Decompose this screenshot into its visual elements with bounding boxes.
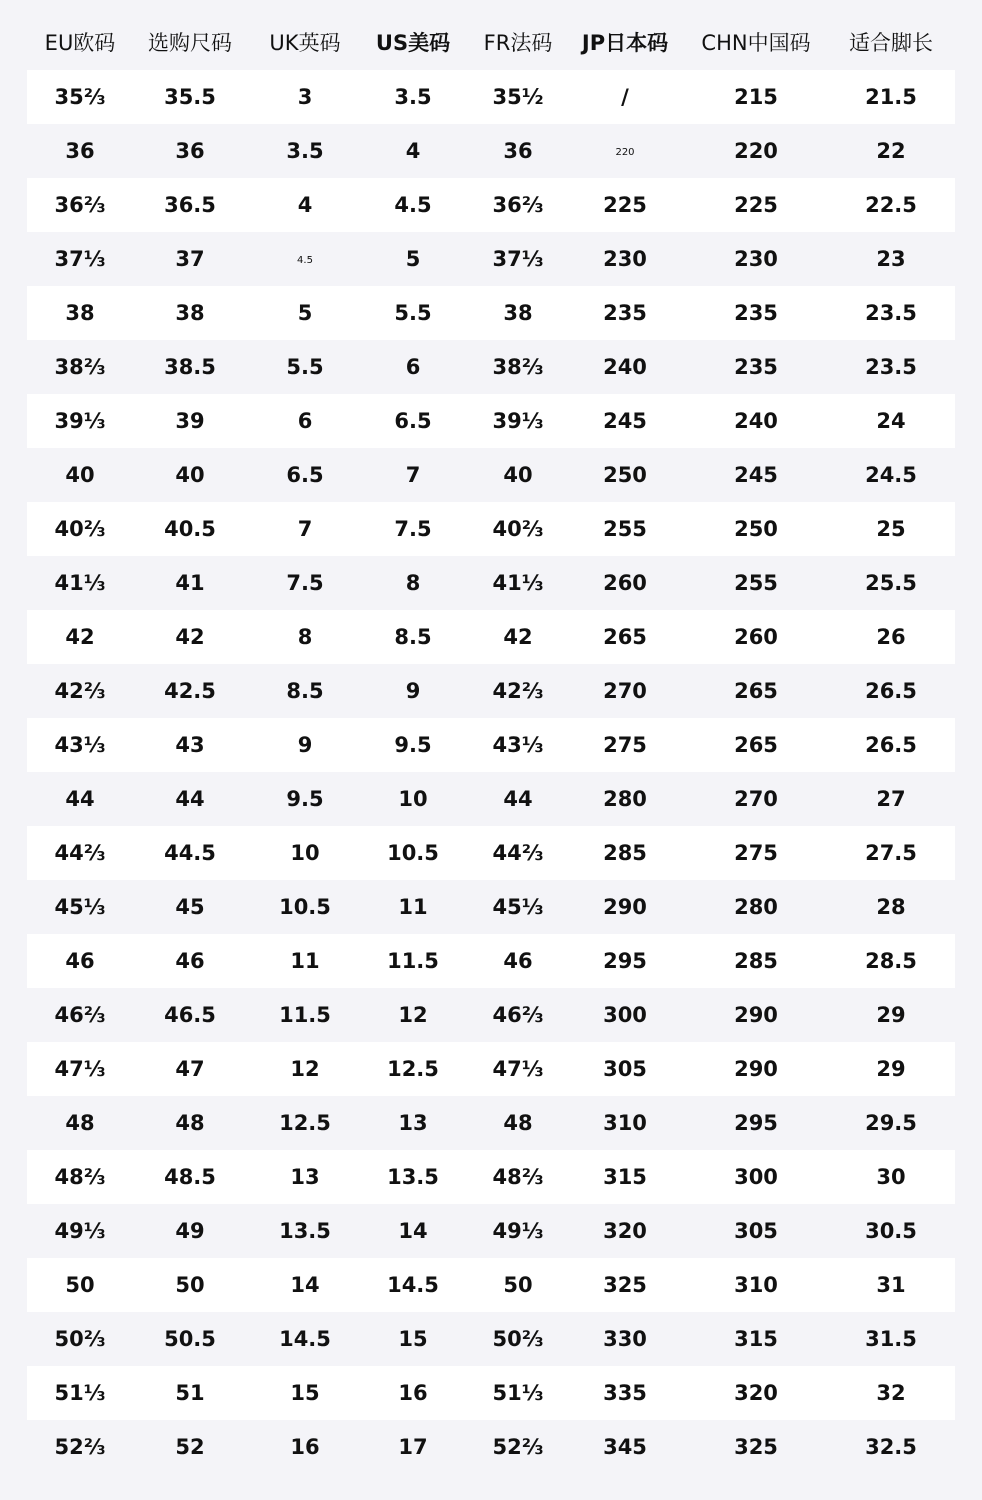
cell-uk-size: 14	[290, 1273, 320, 1297]
cell-us-size: 7.5	[394, 517, 432, 541]
cell-jp-size: 330	[603, 1327, 647, 1351]
cell-eu-size: 50⅔	[54, 1327, 106, 1351]
cell-jp-size: 230	[603, 247, 647, 271]
cell-eu-size: 42	[65, 625, 95, 649]
cell-eu-size: 47⅓	[54, 1057, 106, 1081]
table-row	[27, 340, 955, 394]
cell-eu-size: 48⅔	[54, 1165, 106, 1189]
cell-fr-size: 50⅔	[492, 1327, 544, 1351]
cell-eu-size: 45⅓	[54, 895, 106, 919]
cell-foot-length: 26.5	[865, 733, 917, 757]
cell-chn-size: 225	[734, 193, 778, 217]
cell-fr-size: 50	[503, 1273, 533, 1297]
cell-jp-size: 335	[603, 1381, 647, 1405]
cell-buy-size: 39	[175, 409, 205, 433]
cell-chn-size: 320	[734, 1381, 778, 1405]
cell-buy-size: 47	[175, 1057, 205, 1081]
cell-foot-length: 29	[876, 1003, 906, 1027]
cell-buy-size: 45	[175, 895, 205, 919]
cell-fr-size: 36⅔	[492, 193, 544, 217]
cell-buy-size: 40.5	[164, 517, 216, 541]
cell-chn-size: 300	[734, 1165, 778, 1189]
cell-fr-size: 36	[503, 139, 533, 163]
cell-us-size: 12.5	[387, 1057, 439, 1081]
table-row	[27, 556, 955, 610]
cell-chn-size: 265	[734, 679, 778, 703]
cell-jp-size: 265	[603, 625, 647, 649]
table-row	[27, 448, 955, 502]
cell-buy-size: 52	[175, 1435, 205, 1459]
cell-us-size: 15	[398, 1327, 428, 1351]
cell-fr-size: 44	[503, 787, 533, 811]
cell-uk-size: 10	[290, 841, 320, 865]
cell-eu-size: 46⅔	[54, 1003, 106, 1027]
cell-buy-size: 38.5	[164, 355, 216, 379]
cell-us-size: 17	[398, 1435, 428, 1459]
cell-buy-size: 38	[175, 301, 205, 325]
cell-foot-length: 27	[876, 787, 906, 811]
cell-buy-size: 48.5	[164, 1165, 216, 1189]
table-row	[27, 1420, 955, 1474]
cell-chn-size: 270	[734, 787, 778, 811]
table-row	[27, 1096, 955, 1150]
cell-foot-length: 29.5	[865, 1111, 917, 1135]
cell-buy-size: 50.5	[164, 1327, 216, 1351]
cell-uk-size: 10.5	[279, 895, 331, 919]
cell-fr-size: 39⅓	[492, 409, 544, 433]
cell-jp-size: /	[621, 85, 629, 109]
cell-jp-size: 225	[603, 193, 647, 217]
table-row	[27, 178, 955, 232]
cell-us-size: 7	[405, 463, 421, 487]
cell-uk-size: 16	[290, 1435, 320, 1459]
cell-chn-size: 250	[734, 517, 778, 541]
cell-chn-size: 295	[734, 1111, 778, 1135]
cell-buy-size: 49	[175, 1219, 205, 1243]
cell-eu-size: 40⅔	[54, 517, 106, 541]
cell-buy-size: 41	[175, 571, 205, 595]
cell-fr-size: 38	[503, 301, 533, 325]
header-uk: UK英码	[269, 31, 341, 55]
cell-eu-size: 40	[65, 463, 95, 487]
cell-fr-size: 45⅓	[492, 895, 544, 919]
cell-jp-size: 275	[603, 733, 647, 757]
cell-foot-length: 29	[876, 1057, 906, 1081]
cell-foot-length: 24	[876, 409, 906, 433]
cell-fr-size: 49⅓	[492, 1219, 544, 1243]
cell-eu-size: 42⅔	[54, 679, 106, 703]
cell-buy-size: 36	[175, 139, 205, 163]
header-buy-size: 选购尺码	[148, 31, 232, 55]
table-row	[27, 232, 955, 286]
cell-uk-size: 12.5	[279, 1111, 331, 1135]
cell-chn-size: 215	[734, 85, 778, 109]
cell-jp-size: 295	[603, 949, 647, 973]
cell-eu-size: 48	[65, 1111, 95, 1135]
cell-us-size: 9.5	[394, 733, 432, 757]
cell-buy-size: 50	[175, 1273, 205, 1297]
cell-foot-length: 25.5	[865, 571, 917, 595]
cell-eu-size: 41⅓	[54, 571, 106, 595]
cell-buy-size: 46	[175, 949, 205, 973]
cell-us-size: 16	[398, 1381, 428, 1405]
cell-uk-size: 3	[297, 85, 313, 109]
cell-us-size: 13	[398, 1111, 428, 1135]
cell-jp-size: 270	[603, 679, 647, 703]
cell-foot-length: 26	[876, 625, 906, 649]
cell-chn-size: 325	[734, 1435, 778, 1459]
cell-foot-length: 23.5	[865, 301, 917, 325]
cell-us-size: 4	[405, 139, 421, 163]
cell-us-size: 8	[405, 571, 421, 595]
table-row	[27, 610, 955, 664]
cell-foot-length: 26.5	[865, 679, 917, 703]
cell-fr-size: 40⅔	[492, 517, 544, 541]
cell-chn-size: 260	[734, 625, 778, 649]
cell-eu-size: 36	[65, 139, 95, 163]
cell-jp-size: 280	[603, 787, 647, 811]
table-row	[27, 880, 955, 934]
cell-us-size: 10	[398, 787, 428, 811]
cell-uk-size: 9	[297, 733, 313, 757]
cell-eu-size: 43⅓	[54, 733, 106, 757]
table-row	[27, 1312, 955, 1366]
table-row	[27, 124, 955, 178]
cell-jp-size: 305	[603, 1057, 647, 1081]
cell-chn-size: 305	[734, 1219, 778, 1243]
table-row	[27, 286, 955, 340]
cell-buy-size: 37	[175, 247, 205, 271]
cell-uk-size: 11	[290, 949, 320, 973]
table-row	[27, 70, 955, 124]
cell-buy-size: 42	[175, 625, 205, 649]
cell-jp-size: 285	[603, 841, 647, 865]
cell-foot-length: 28	[876, 895, 906, 919]
cell-us-size: 8.5	[394, 625, 432, 649]
cell-foot-length: 30.5	[865, 1219, 917, 1243]
cell-jp-size: 260	[603, 571, 647, 595]
cell-uk-size: 13	[290, 1165, 320, 1189]
cell-uk-size: 13.5	[279, 1219, 331, 1243]
cell-fr-size: 44⅔	[492, 841, 544, 865]
cell-us-size: 6.5	[394, 409, 432, 433]
size-table	[27, 70, 955, 1474]
cell-eu-size: 50	[65, 1273, 95, 1297]
cell-us-size: 5.5	[394, 301, 432, 325]
cell-jp-size: 240	[603, 355, 647, 379]
cell-foot-length: 31.5	[865, 1327, 917, 1351]
table-row	[27, 718, 955, 772]
table-row	[27, 1258, 955, 1312]
cell-jp-size: 325	[603, 1273, 647, 1297]
cell-chn-size: 245	[734, 463, 778, 487]
cell-chn-size: 230	[734, 247, 778, 271]
cell-foot-length: 25	[876, 517, 906, 541]
cell-us-size: 11.5	[387, 949, 439, 973]
cell-us-size: 9	[405, 679, 421, 703]
cell-chn-size: 240	[734, 409, 778, 433]
cell-eu-size: 37⅓	[54, 247, 106, 271]
cell-buy-size: 36.5	[164, 193, 216, 217]
cell-us-size: 4.5	[394, 193, 432, 217]
cell-eu-size: 46	[65, 949, 95, 973]
cell-foot-length: 22.5	[865, 193, 917, 217]
cell-uk-size: 5.5	[286, 355, 324, 379]
cell-fr-size: 42	[503, 625, 533, 649]
cell-eu-size: 39⅓	[54, 409, 106, 433]
cell-chn-size: 265	[734, 733, 778, 757]
cell-foot-length: 31	[876, 1273, 906, 1297]
table-row	[27, 664, 955, 718]
table-row	[27, 394, 955, 448]
header-us: US美码	[375, 31, 451, 55]
header-eu: EU欧码	[44, 31, 116, 55]
cell-us-size: 6	[405, 355, 421, 379]
cell-fr-size: 48⅔	[492, 1165, 544, 1189]
header-jp: JP日本码	[581, 31, 669, 55]
cell-uk-size: 11.5	[279, 1003, 331, 1027]
cell-fr-size: 51⅓	[492, 1381, 544, 1405]
cell-uk-size: 12	[290, 1057, 320, 1081]
cell-chn-size: 290	[734, 1057, 778, 1081]
cell-fr-size: 43⅓	[492, 733, 544, 757]
cell-jp-size: 345	[603, 1435, 647, 1459]
cell-fr-size: 46⅔	[492, 1003, 544, 1027]
cell-chn-size: 280	[734, 895, 778, 919]
cell-eu-size: 49⅓	[54, 1219, 106, 1243]
cell-uk-size: 4	[297, 193, 313, 217]
cell-foot-length: 32.5	[865, 1435, 917, 1459]
cell-jp-size: 250	[603, 463, 647, 487]
cell-fr-size: 48	[503, 1111, 533, 1135]
header-fr: FR法码	[483, 31, 553, 55]
cell-fr-size: 35½	[492, 85, 544, 109]
cell-eu-size: 38	[65, 301, 95, 325]
cell-foot-length: 23.5	[865, 355, 917, 379]
cell-uk-size: 5	[297, 301, 313, 325]
cell-buy-size: 42.5	[164, 679, 216, 703]
cell-fr-size: 47⅓	[492, 1057, 544, 1081]
cell-eu-size: 36⅔	[54, 193, 106, 217]
cell-buy-size: 44.5	[164, 841, 216, 865]
cell-uk-size: 7.5	[286, 571, 324, 595]
cell-foot-length: 21.5	[865, 85, 917, 109]
cell-uk-size: 6	[297, 409, 313, 433]
cell-buy-size: 44	[175, 787, 205, 811]
cell-eu-size: 51⅓	[54, 1381, 106, 1405]
cell-us-size: 3.5	[394, 85, 432, 109]
table-row	[27, 934, 955, 988]
cell-us-size: 12	[398, 1003, 428, 1027]
cell-chn-size: 290	[734, 1003, 778, 1027]
cell-fr-size: 46	[503, 949, 533, 973]
cell-foot-length: 30	[876, 1165, 906, 1189]
table-row	[27, 1366, 955, 1420]
cell-jp-size: 255	[603, 517, 647, 541]
cell-uk-size: 15	[290, 1381, 320, 1405]
cell-eu-size: 38⅔	[54, 355, 106, 379]
cell-buy-size: 35.5	[164, 85, 216, 109]
cell-eu-size: 52⅔	[54, 1435, 106, 1459]
cell-us-size: 14.5	[387, 1273, 439, 1297]
cell-chn-size: 285	[734, 949, 778, 973]
cell-uk-size: 3.5	[286, 139, 324, 163]
cell-fr-size: 40	[503, 463, 533, 487]
cell-uk-size: 9.5	[286, 787, 324, 811]
header-chn: CHN中国码	[701, 31, 811, 55]
cell-uk-size: 14.5	[279, 1327, 331, 1351]
cell-chn-size: 310	[734, 1273, 778, 1297]
cell-uk-size: 6.5	[286, 463, 324, 487]
cell-us-size: 14	[398, 1219, 428, 1243]
cell-buy-size: 46.5	[164, 1003, 216, 1027]
cell-foot-length: 27.5	[865, 841, 917, 865]
cell-foot-length: 32	[876, 1381, 906, 1405]
cell-jp-size: 290	[603, 895, 647, 919]
cell-jp-size: 300	[603, 1003, 647, 1027]
table-row	[27, 1204, 955, 1258]
table-row	[27, 502, 955, 556]
cell-buy-size: 51	[175, 1381, 205, 1405]
table-row	[27, 1150, 955, 1204]
cell-chn-size: 255	[734, 571, 778, 595]
cell-uk-size: 4.5	[297, 255, 313, 266]
cell-uk-size: 8.5	[286, 679, 324, 703]
cell-foot-length: 23	[876, 247, 906, 271]
table-row	[27, 1042, 955, 1096]
cell-chn-size: 235	[734, 301, 778, 325]
cell-buy-size: 48	[175, 1111, 205, 1135]
table-row	[27, 826, 955, 880]
cell-fr-size: 52⅔	[492, 1435, 544, 1459]
cell-fr-size: 37⅓	[492, 247, 544, 271]
cell-foot-length: 24.5	[865, 463, 917, 487]
cell-foot-length: 22	[876, 139, 906, 163]
cell-buy-size: 43	[175, 733, 205, 757]
cell-chn-size: 235	[734, 355, 778, 379]
cell-us-size: 10.5	[387, 841, 439, 865]
cell-chn-size: 220	[734, 139, 778, 163]
cell-jp-size: 320	[603, 1219, 647, 1243]
cell-eu-size: 44⅔	[54, 841, 106, 865]
cell-jp-size: 245	[603, 409, 647, 433]
cell-buy-size: 40	[175, 463, 205, 487]
cell-chn-size: 275	[734, 841, 778, 865]
table-row	[27, 988, 955, 1042]
cell-jp-size: 310	[603, 1111, 647, 1135]
cell-jp-size: 235	[603, 301, 647, 325]
cell-foot-length: 28.5	[865, 949, 917, 973]
cell-fr-size: 41⅓	[492, 571, 544, 595]
cell-jp-size: 220	[615, 147, 635, 158]
cell-us-size: 13.5	[387, 1165, 439, 1189]
cell-jp-size: 315	[603, 1165, 647, 1189]
header-foot-length: 适合脚长	[849, 31, 933, 55]
cell-uk-size: 7	[297, 517, 313, 541]
cell-chn-size: 315	[734, 1327, 778, 1351]
cell-eu-size: 35⅔	[54, 85, 106, 109]
cell-us-size: 5	[405, 247, 421, 271]
cell-uk-size: 8	[297, 625, 313, 649]
cell-us-size: 11	[398, 895, 428, 919]
cell-eu-size: 44	[65, 787, 95, 811]
cell-fr-size: 42⅔	[492, 679, 544, 703]
size-chart-header	[0, 16, 982, 70]
table-row	[27, 772, 955, 826]
cell-fr-size: 38⅔	[492, 355, 544, 379]
